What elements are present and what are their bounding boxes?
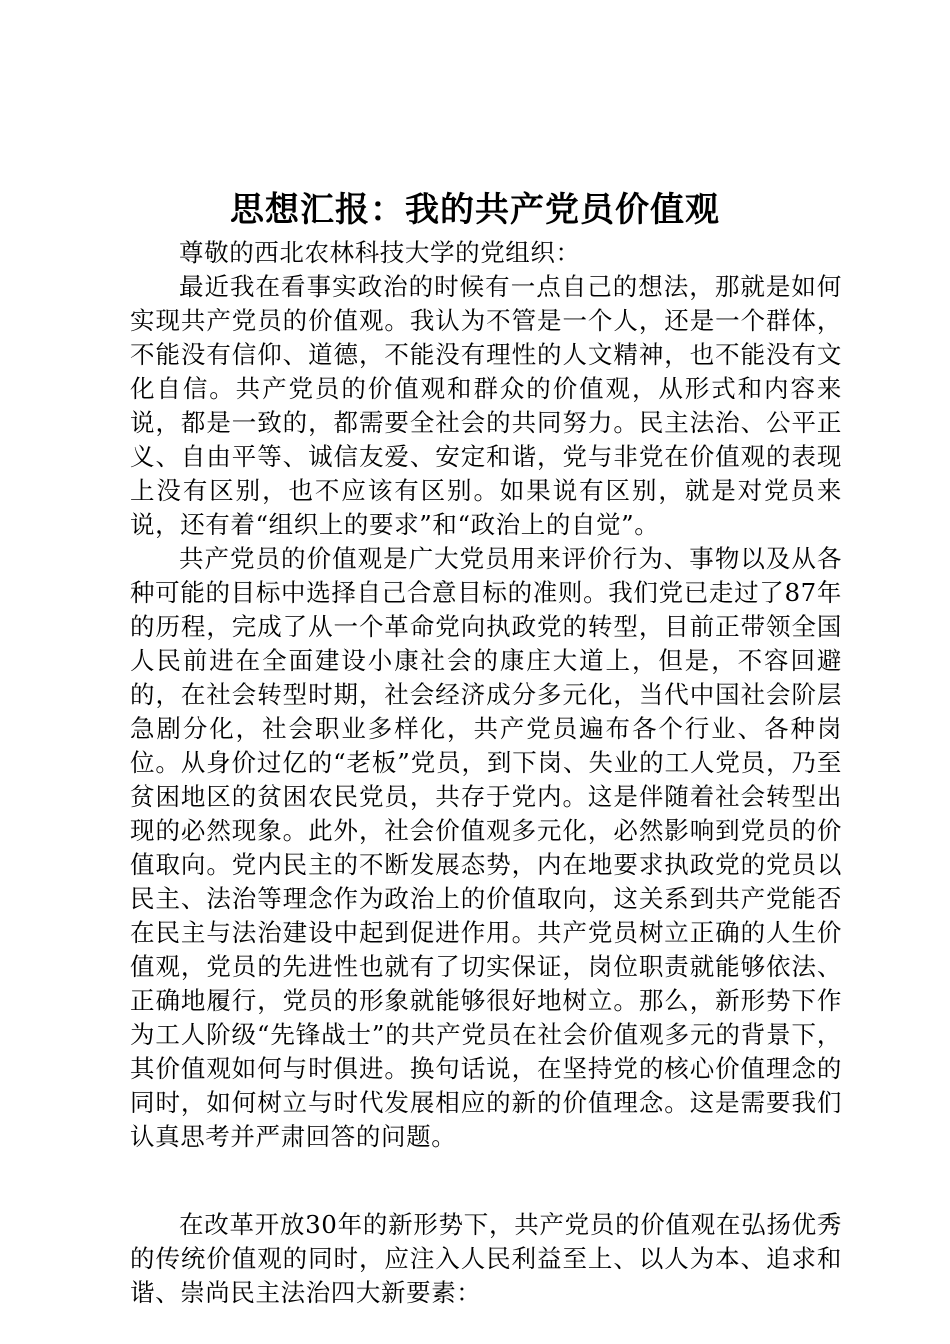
paragraph-1: 最近我在看事实政治的时候有一点自己的想法，那就是如何实现共产党员的价值观。我认为不管是一个人，还是一个群体，不能没有信仰、道德，不能没有理性的人文精神，也不能没有文化自信。共产党员的价值观和群众的价值观，从形式和内容来说，都是一致的，都需要全社会的共同努力。民主法治、公平正义、自由平等、诚信友爱、安定和谐，党与非党在价值观的表现上没有区别，也不应该有区别。如果说有区别，就是对党员来说，还有着“组织上的要求”和“政治上的自觉”。 (130, 272, 842, 539)
salutation: 尊敬的西北农林科技大学的党组织： (179, 238, 581, 267)
paragraph-gap (130, 1154, 842, 1208)
document-body (130, 236, 842, 1310)
paragraph-3: 在改革开放30年的新形势下，共产党员的价值观在弘扬优秀的传统价值观的同时，应注入人民利益至上、以人为本、追求和谐、崇尚民主法治四大新要素： (130, 1210, 842, 1307)
paragraph-2: 共产党员的价值观是广大党员用来评价行为、事物以及从各种可能的目标中选择自己合意目标的准则。我们党已走过了87年的历程，完成了从一个革命党向执政党的转型，目前正带领全国人民前进在全面建设小康社会的康庄大道上，但是，不容回避的，在社会转型时期，社会经济成分多元化，当代中国社会阶层急剧分化，社会职业多样化，共产党员遍布各个行业、各种岗位。从身价过亿的“老板”党员，到下岗、失业的工人党员，乃至贫困地区的贫困农民党员，共存于党内。这是伴随着社会转型出现的必然现象。此外，社会价值观多元化，必然影响到党员的价值取向。党内民主的不断发展态势，内在地要求执政党的党员以民主、法治等理念作为政治上的价值取向，这关系到共产党能否在民主与法治建设中起到促进作用。共产党员树立正确的人生价值观，党员的先进性也就有了切实保证，岗位职责就能够依法、正确地履行，党员的形象就能够很好地树立。那么，新形势下作为工人阶级“先锋战士”的共产党员在社会价值观多元的背景下，其价值观如何与时俱进。换句话说，在坚持党的核心价值理念的同时，如何树立与时代发展相应的新的价值理念。这是需要我们认真思考并严肃回答的问题。 (130, 544, 842, 1151)
document-title: 思想汇报：我的共产党员价值观 (230, 190, 720, 230)
